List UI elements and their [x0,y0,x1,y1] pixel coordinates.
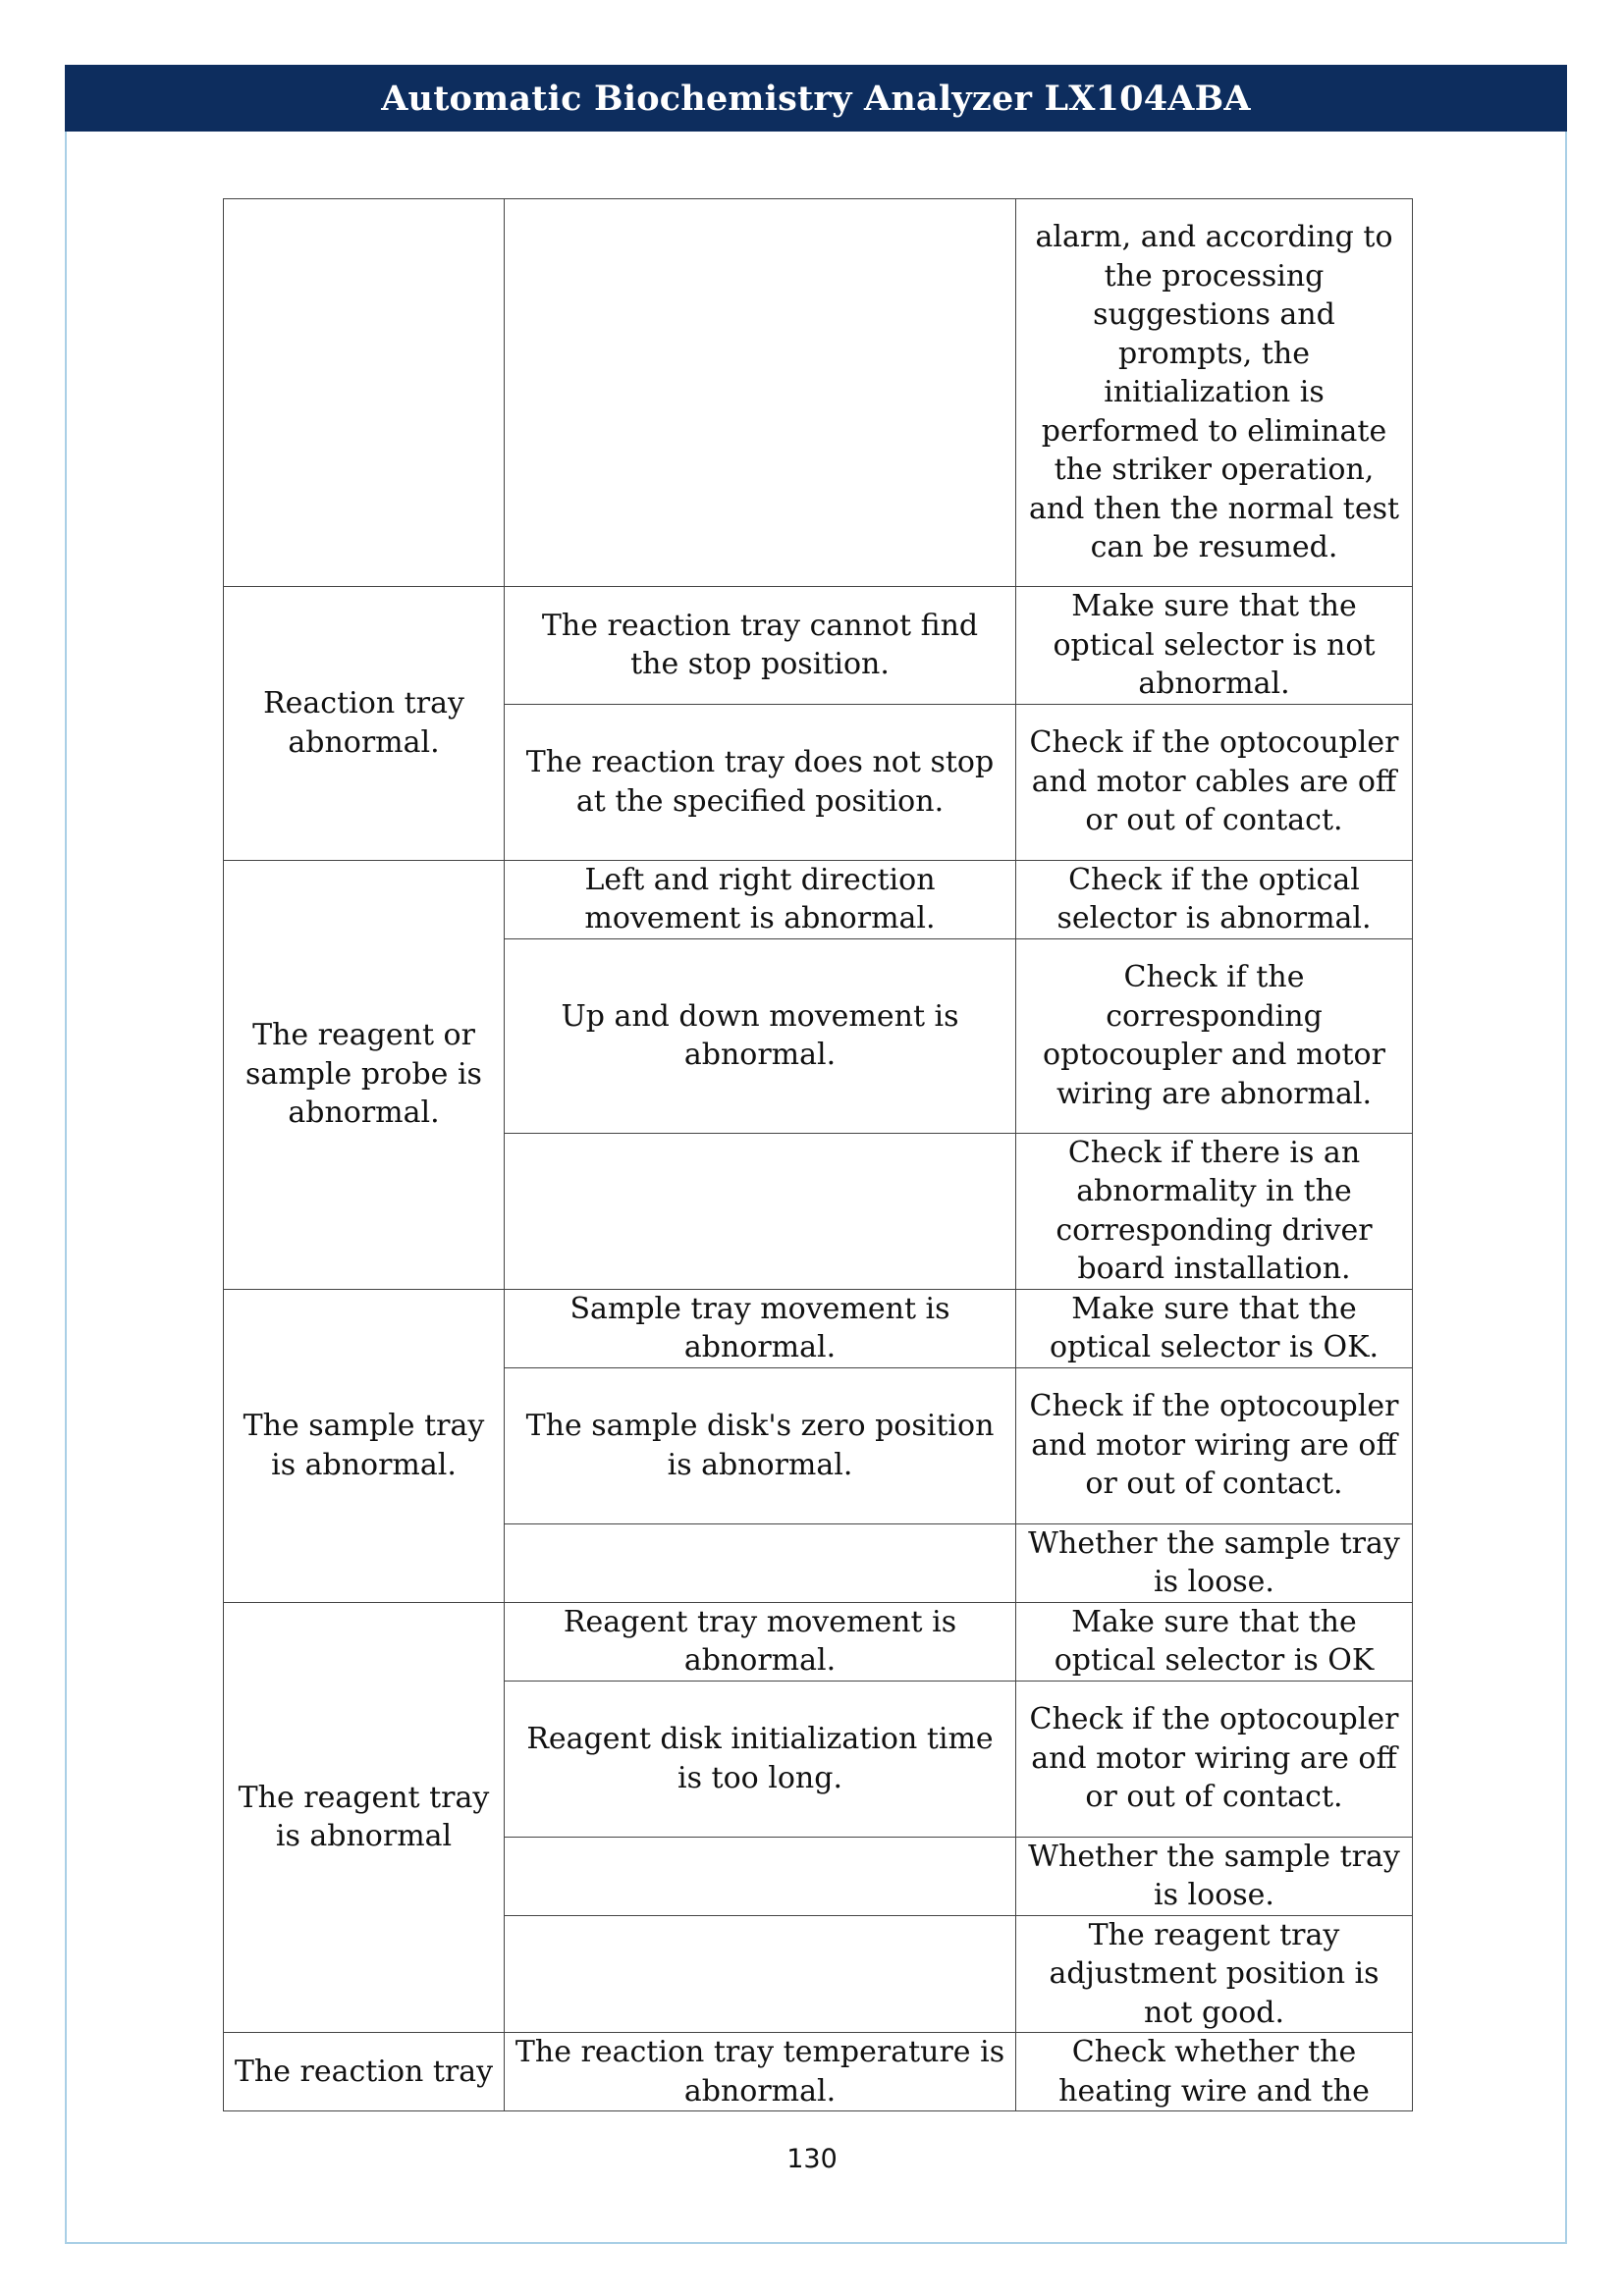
fault-cell: The reagent tray is abnormal [224,1602,505,2033]
cause-cell: The reaction tray temperature is abnormal. [505,2033,1016,2111]
solution-cell: Check if the corresponding optocoupler and motor wiring are abnormal. [1016,938,1413,1133]
solution-cell: alarm, and according to the processing suggestions and prompts, the initialization is performed to eliminate the striker operation, and then the normal test can be resumed. [1016,199,1413,587]
solution-cell: Check if the optical selector is abnormal. [1016,860,1413,938]
solution-cell: Whether the sample tray is loose. [1016,1523,1413,1602]
solution-cell: Make sure that the optical selector is OK [1016,1602,1413,1681]
solution-cell: Check whether the heating wire and the [1016,2033,1413,2111]
cause-cell: Up and down movement is abnormal. [505,938,1016,1133]
table-row [224,860,1413,938]
solution-cell: Make sure that the optical selector is OK. [1016,1289,1413,1367]
solution-cell: Make sure that the optical selector is not abnormal. [1016,587,1413,705]
troubleshooting-table [223,198,1413,2111]
page-number: 130 [786,2144,838,2174]
table-row [224,587,1413,705]
solution-cell: Check if the optocoupler and motor wiring are off or out of contact. [1016,1367,1413,1523]
cause-cell: The reaction tray does not stop at the specified position. [505,704,1016,860]
cause-cell [505,199,1016,587]
document-title: Automatic Biochemistry Analyzer LX104ABA [381,78,1251,119]
table-row [224,1602,1413,1681]
fault-cell: Reaction tray abnormal. [224,587,505,861]
cause-cell: Left and right direction movement is abnormal. [505,860,1016,938]
table-row [224,199,1413,587]
solution-cell: Check if the optocoupler and motor wiring are off or out of contact. [1016,1681,1413,1837]
fault-cell [224,199,505,587]
fault-cell: The sample tray is abnormal. [224,1289,505,1602]
table-row [224,2033,1413,2111]
cause-cell [505,1915,1016,2033]
cause-cell: Sample tray movement is abnormal. [505,1289,1016,1367]
fault-cell: The reaction tray [224,2033,505,2111]
solution-cell: Check if the optocoupler and motor cables are off or out of contact. [1016,704,1413,860]
solution-cell: The reagent tray adjustment position is not good. [1016,1915,1413,2033]
cause-cell [505,1133,1016,1289]
document-header [65,65,1567,132]
cause-cell: Reagent disk initialization time is too long. [505,1681,1016,1837]
cause-cell [505,1523,1016,1602]
cause-cell: Reagent tray movement is abnormal. [505,1602,1016,1681]
table-row [224,1289,1413,1367]
solution-cell: Check if there is an abnormality in the corresponding driver board installation. [1016,1133,1413,1289]
cause-cell: The reaction tray cannot find the stop position. [505,587,1016,705]
fault-cell: The reagent or sample probe is abnormal. [224,860,505,1289]
cause-cell: The sample disk's zero position is abnormal. [505,1367,1016,1523]
cause-cell [505,1837,1016,1915]
solution-cell: Whether the sample tray is loose. [1016,1837,1413,1915]
